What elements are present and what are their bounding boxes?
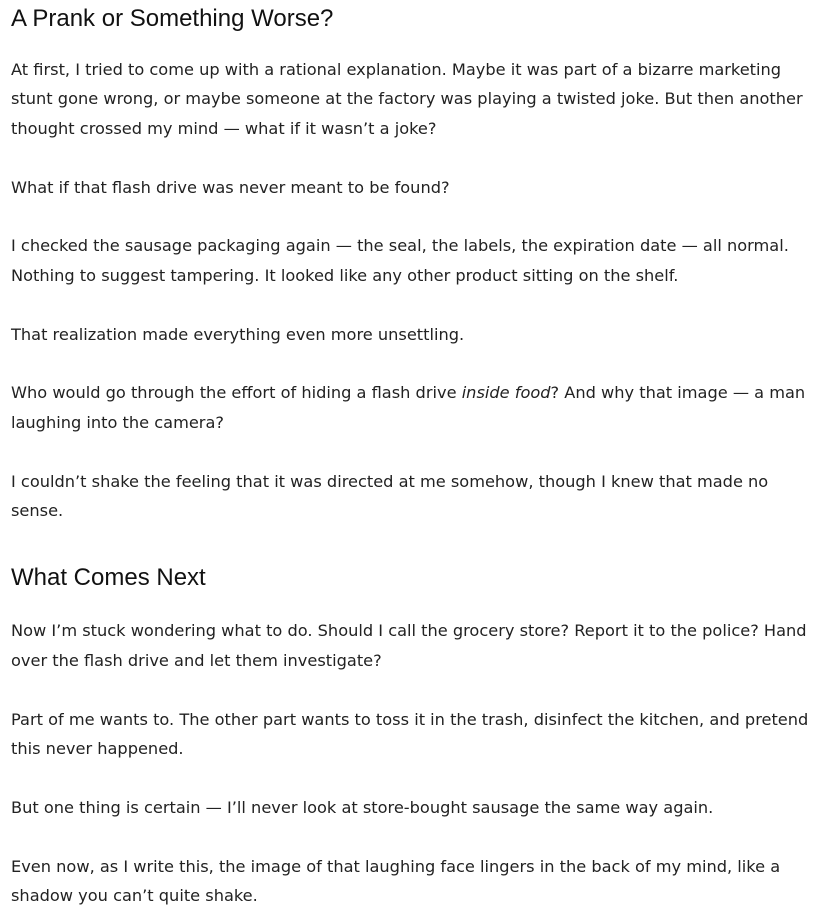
paragraph-even-now: Even now, as I write this, the image of that laughing face lingers in the back of my mind, like a shadow you can’t quite shake.: [11, 856, 781, 906]
paragraph-who-would: [11, 378, 811, 437]
paragraph-who-would-start: Who would go through the effort of hiding a flash drive: [11, 383, 462, 403]
paragraph-rational-explanation: At first, I tried to come up with a rational explanation. Maybe it was part of a bizarre marketing stunt gone wrong, or maybe someone at the factory was playing a twisted joke. But then another thought crossed my mind — what if it wasn’t a joke?: [11, 60, 803, 138]
paragraph-stuck-wondering: Now I’m stuck wondering what to do. Should I call the grocery store? Report it to the police? Hand over the flash drive and let them investigate?: [11, 621, 807, 670]
paragraph-realization: That realization made everything even more unsettling.: [11, 324, 465, 344]
paragraph-part-of-me: Part of me wants to. The other part wants to toss it in the trash, disinfect the kitchen, and pretend this never happened.: [11, 709, 809, 759]
section-heading-prank: A Prank or Something Worse?: [11, 5, 334, 32]
paragraph-never-meant-found: What if that flash drive was never meant to be found?: [11, 177, 450, 197]
emphasis-inside-food: inside food: [461, 383, 551, 403]
article-body: [11, 0, 811, 910]
section-heading-wrap: [11, 564, 811, 616]
paragraph-one-thing-certain: But one thing is certain — I’ll never look at store-bought sausage the same way again.: [11, 797, 714, 817]
paragraph-directed-at-me: I couldn’t shake the feeling that it was directed at me somehow, though I knew that made no sense.: [11, 471, 769, 521]
paragraph-who-would-end: ? And why that image — a man laughing into the camera?: [11, 383, 806, 432]
section-heading-what-next: What Comes Next: [11, 564, 206, 592]
paragraph-checked-packaging: I checked the sausage packaging again — the seal, the labels, the expiration date — all normal. Nothing to suggest tampering. It looked like any other product sitting on the shelf.: [11, 236, 789, 285]
